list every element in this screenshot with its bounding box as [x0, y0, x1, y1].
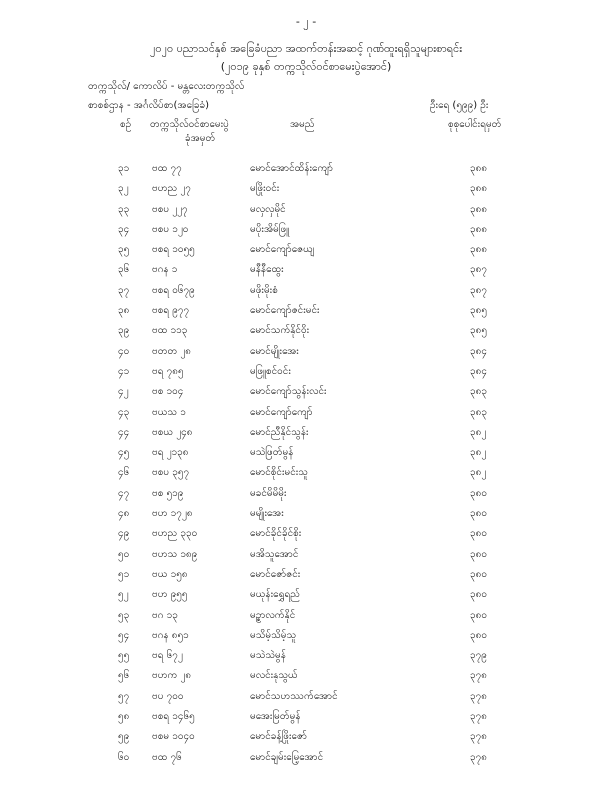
total-marks: ၃၈၈ — [470, 183, 488, 195]
column-header-roll: တက္ကသိုလ်ဝင်စာမေးပွဲ — [150, 119, 229, 130]
row-number: ၅၁ — [118, 568, 130, 580]
row-number: ၅၄ — [118, 629, 130, 641]
table-row — [0, 362, 612, 382]
student-name: မယုန်းရွှေရည် — [250, 589, 300, 601]
table-row — [0, 321, 612, 341]
roll-number: ဗဟည ၃၃၀ — [152, 528, 198, 540]
total-marks: ၃၈၀ — [470, 568, 487, 580]
row-number: ၄၀ — [118, 345, 130, 357]
total-marks: ၃၈၈ — [470, 163, 488, 174]
row-number: ၃၃ — [118, 203, 130, 215]
roll-number: ဗရ ၂၁၃၈ — [152, 447, 189, 459]
row-number: ၃၆ — [118, 264, 130, 276]
total-marks: ၃၇၈ — [470, 690, 487, 702]
table-row — [0, 707, 612, 727]
student-name: မအိသူအောင် — [250, 548, 299, 560]
university-label: တက္ကသိုလ်/ ကောလိပ် - မန္တလေးတက္ကသိုလ် — [88, 81, 245, 92]
total-marks: ၃၇၈ — [470, 731, 487, 743]
table-row — [0, 301, 612, 321]
student-name: မဥ္စာလက်နိုင် — [250, 609, 296, 621]
roll-number: ဗယ ၁၅၈ — [152, 568, 188, 580]
total-marks: ၃၇၉ — [470, 650, 487, 662]
total-marks: ၃၈၇ — [470, 264, 487, 276]
total-marks: ၃၈၇ — [470, 284, 487, 296]
student-name: မသိမ့်သိမ့်သူ — [250, 629, 297, 641]
table-row — [0, 159, 612, 179]
total-marks: ၃၈၃ — [470, 406, 487, 418]
roll-number: ဗစ ၁၀၄ — [152, 386, 184, 398]
table-row — [0, 524, 612, 544]
roll-number: ဗစမ ၁၀၄၀ — [152, 731, 195, 743]
row-number: ၃၅ — [118, 244, 130, 256]
student-name: မဖြူစင်ဝင်း — [250, 365, 291, 377]
table-row — [0, 687, 612, 707]
results-table — [0, 159, 612, 768]
column-header-marks: စုစုပေါင်းရမှတ် — [448, 119, 502, 130]
row-number: ၅၃ — [118, 609, 130, 621]
roll-number: ဗရ ၆၇၂ — [152, 650, 183, 662]
roll-number: ဗဂ ၁၃ — [152, 609, 178, 621]
student-name: မောင်ချမ်းမြေ့အောင် — [250, 751, 324, 763]
student-name: မပိုးအိမ်ဖြူ — [250, 223, 290, 235]
student-name: မဖြိုးဝင်း — [250, 183, 280, 195]
total-marks: ၃၈၀ — [470, 487, 487, 499]
roll-number: ဗဟ ၉၅၅ — [152, 589, 188, 601]
document-title: ၂၀၂၀ ပညာသင်နှစ် အခြေခံပညာ အထက်တန်းအဆင့် ဂုဏ်ထူးရရှိသူများစာရင်း — [150, 42, 462, 55]
table-row — [0, 463, 612, 483]
student-name: မဖိုးမိုးစံ — [250, 284, 278, 296]
total-marks: ၃၈၂ — [470, 467, 487, 479]
student-name: မောင်ကျော်ဇင်းမင်း — [250, 305, 320, 317]
total-marks: ၃၈၀ — [470, 589, 487, 601]
roll-number: ဗဟည ၂၇ — [152, 183, 191, 195]
student-name: မောင်အောင်ထိန်းကျော် — [250, 163, 333, 174]
table-row — [0, 342, 612, 362]
student-name: မမျိုးအေး — [250, 508, 284, 520]
roll-number: ဗဟသ ၁၈၉ — [152, 548, 198, 560]
student-name: မောင်ခိုင်ခိုင်စိုး — [250, 528, 302, 540]
table-row — [0, 240, 612, 260]
row-number: ၆၀ — [118, 751, 130, 763]
table-row — [0, 382, 612, 402]
table-row — [0, 200, 612, 220]
roll-number: ဗစပ ၂၂၇ — [152, 203, 188, 215]
roll-number: ဗစရ ၀၆၇၉ — [152, 284, 195, 296]
row-number: ၄၆ — [118, 467, 130, 479]
table-row — [0, 179, 612, 199]
roll-number: ဗစ ၅၁၉ — [152, 487, 184, 499]
total-marks: ၃၈၅ — [470, 325, 487, 337]
roll-number: ဗစရ ၁၀၅၅ — [152, 244, 195, 256]
total-marks: ၃၈၂ — [470, 426, 487, 438]
roll-number: ဗစယ ၂၄၈ — [152, 426, 193, 438]
table-row — [0, 545, 612, 565]
row-number: ၅၆ — [118, 670, 130, 682]
roll-number: ဗထ ၇၇ — [152, 163, 182, 174]
roll-number: ဗဂန ၁ — [152, 264, 178, 276]
row-number: ၅၉ — [118, 731, 130, 743]
student-name: မလှလှမိုင် — [250, 203, 286, 215]
row-number: ၃၈ — [118, 305, 130, 317]
student-name: မသဲဖြတ်မွန် — [250, 447, 294, 459]
total-marks: ၃၇၈ — [470, 670, 487, 682]
total-marks: ၃၈၂ — [470, 447, 487, 459]
table-row — [0, 403, 612, 423]
total-marks: ၃၈၈ — [470, 244, 488, 256]
row-number: ၃၇ — [118, 284, 130, 296]
student-name: မနီနီထွေး — [250, 264, 284, 276]
document-subtitle: (၂၀၁၉ ခုနှစ် တက္ကသိုလ်ဝင်စာမေးပွဲအောင်) — [220, 60, 392, 73]
student-name: မောင်သဟဿက်အောင် — [250, 690, 338, 702]
row-number: ၅၅ — [118, 650, 130, 662]
roll-number: ဗဟ ၁၇၂၈ — [152, 508, 193, 520]
student-name: မလင်းနုသွယ် — [250, 670, 298, 682]
row-number: ၄၃ — [118, 406, 130, 418]
row-number: ၄၅ — [118, 447, 130, 459]
student-name: မောင်ခန့်ဖြိုးဇော် — [250, 731, 308, 743]
page-number: - ၂ - — [295, 15, 317, 28]
total-marks: ၃၇၈ — [470, 711, 487, 723]
roll-number: ဗစရ ၉၇၇ — [152, 305, 190, 317]
total-marks: ၃၈၀ — [470, 609, 487, 621]
roll-number: ဗတတ ၂၈ — [152, 345, 191, 357]
table-row — [0, 727, 612, 747]
total-marks: ၃၈၄ — [470, 365, 487, 377]
table-row — [0, 423, 612, 443]
roll-number: ဗစပ ၃၅၇ — [152, 467, 190, 479]
row-number: ၃၉ — [118, 325, 130, 337]
row-number: ၄၂ — [118, 386, 129, 398]
total-marks: ၃၈၀ — [470, 629, 487, 641]
total-marks: ၃၈၀ — [470, 528, 487, 540]
roll-number: ဗယသ ၁ — [152, 406, 186, 418]
row-number: ၄၁ — [118, 365, 130, 377]
student-name: မောင်ကျော်ဇေယျ — [250, 244, 315, 256]
column-header-roll-line2: ခုံအမှတ် — [185, 133, 216, 144]
student-name: မောင်သက်နိုင်ဝိုး — [250, 325, 310, 337]
table-row — [0, 585, 612, 605]
student-name: မောင်ညီနိုင်သွန်း — [250, 426, 309, 438]
student-name: မခင်မိမိမိုး — [250, 487, 287, 499]
column-header-name: အမည် — [290, 119, 315, 130]
student-name: မောင်ကျော်သွန်းလင်း — [250, 386, 327, 398]
student-name: မောင်မျိုးအေး — [250, 345, 299, 357]
subject-label: စာစစ်ဌာန - အင်္ဂလိပ်စာ(အခြေခံ) — [88, 100, 210, 111]
total-marks: ၃၈၃ — [470, 386, 487, 398]
total-marks: ၃၈၀ — [470, 508, 487, 520]
student-name: မောင်ဇော်ဇင်း — [250, 568, 301, 580]
row-number: ၅၇ — [118, 690, 130, 702]
row-number: ၄၈ — [118, 508, 130, 520]
table-row — [0, 484, 612, 504]
table-row — [0, 646, 612, 666]
roll-number: ဗထ ၇၆ — [152, 751, 182, 763]
table-row — [0, 281, 612, 301]
row-number: ၄၇ — [118, 487, 130, 499]
table-row — [0, 748, 612, 768]
roll-number: ဗပ ၇၀၀ — [152, 690, 184, 702]
student-name: မအေးမြတ်မွန် — [250, 711, 301, 723]
row-number: ၄၉ — [118, 528, 130, 540]
row-number: ၅၈ — [118, 711, 130, 723]
table-row — [0, 260, 612, 280]
table-row — [0, 666, 612, 686]
total-marks: ၃၈၀ — [470, 548, 487, 560]
table-row — [0, 626, 612, 646]
table-row — [0, 443, 612, 463]
row-number: ၅၂ — [118, 589, 129, 601]
student-name: မသဲသဲမွန် — [250, 650, 286, 662]
row-number: ၅၀ — [118, 548, 130, 560]
roll-number: ဗစပ ၁၂၀ — [152, 223, 189, 235]
row-number: ၄၄ — [118, 426, 130, 438]
table-row — [0, 220, 612, 240]
row-number: ၃၁ — [118, 163, 130, 174]
total-marks: ၃၈၄ — [470, 345, 487, 357]
table-row — [0, 606, 612, 626]
total-marks: ၃၈၈ — [470, 223, 488, 235]
table-row — [0, 504, 612, 524]
total-marks: ၃၇၈ — [470, 751, 487, 763]
roll-number: ဗထ ၁၁၃ — [152, 325, 188, 337]
total-count: ဦးရေ (၅၉၉) ဦး — [430, 100, 489, 111]
total-marks: ၃၈၅ — [470, 305, 487, 317]
student-name: မောင်စိုင်းမင်းသူ — [250, 467, 308, 479]
roll-number: ဗဂန ၈၅၁ — [152, 629, 189, 641]
roll-number: ဗရ ၇၈၅ — [152, 365, 184, 377]
roll-number: ဗစရ ၁၄၆၅ — [152, 711, 195, 723]
table-row — [0, 565, 612, 585]
row-number: ၃၂ — [118, 183, 129, 195]
total-marks: ၃၈၈ — [470, 203, 488, 215]
column-header-no: စဉ် — [120, 119, 132, 130]
row-number: ၃၄ — [118, 223, 130, 235]
student-name: မောင်ကျော်ကျော် — [250, 406, 313, 418]
roll-number: ဗဟက ၂၈ — [152, 670, 192, 682]
